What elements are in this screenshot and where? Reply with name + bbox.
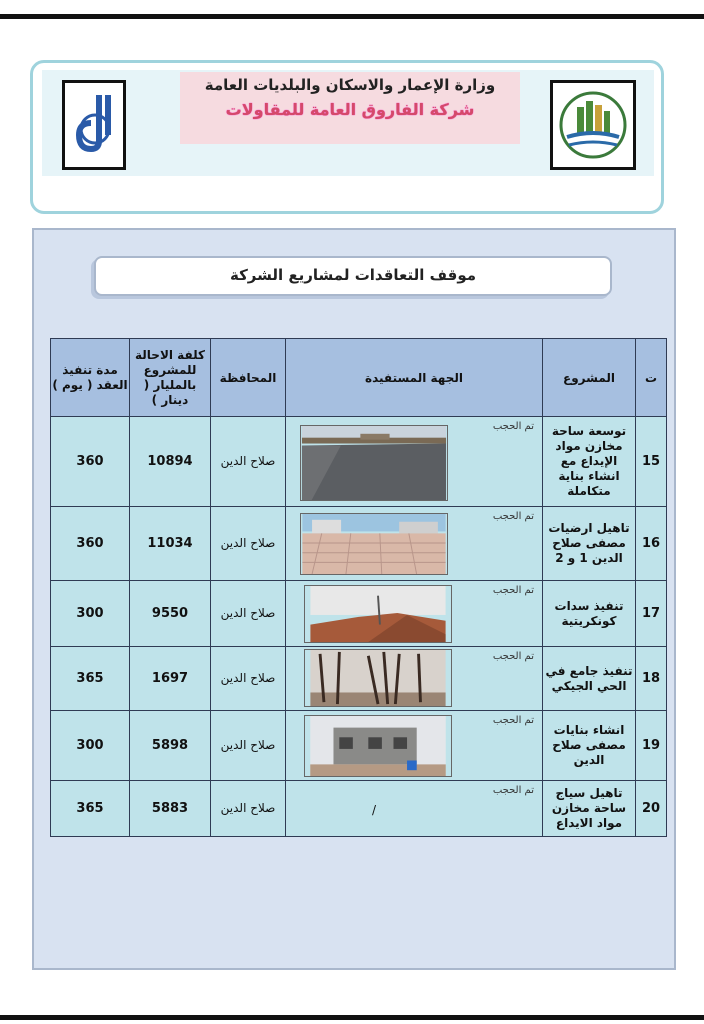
bottom-border-bar: [0, 1015, 704, 1020]
company-logo: [62, 80, 126, 170]
beneficiary-status: تم الحجب: [492, 785, 534, 796]
col-cost: كلفة الاحالة للمشروع بالمليار ( دينار ): [130, 339, 211, 417]
row-duration: 360: [51, 507, 130, 581]
row-seq: 18: [636, 647, 667, 711]
table-row: [51, 647, 667, 711]
beneficiary-status: تم الحجب: [492, 585, 534, 596]
table-row: [51, 581, 667, 647]
row-cost: 10894: [130, 417, 211, 507]
table-row: [51, 711, 667, 781]
table-row: [51, 507, 667, 581]
row-governorate: صلاح الدين: [211, 647, 286, 711]
row-project: توسعة ساحة مخازن مواد الإيداع مع انشاء بناية متكاملة: [543, 417, 636, 507]
row-duration: 360: [51, 417, 130, 507]
row-cost: 11034: [130, 507, 211, 581]
row-duration: 365: [51, 781, 130, 837]
beneficiary-status: تم الحجب: [492, 651, 534, 662]
beneficiary-status: تم الحجب: [492, 511, 534, 522]
beneficiary-status: تم الحجب: [492, 421, 534, 432]
row-duration: 300: [51, 581, 130, 647]
row-governorate: صلاح الدين: [211, 507, 286, 581]
no-image-mark: /: [372, 803, 377, 817]
ministry-emblem: [550, 80, 636, 170]
row-seq: 16: [636, 507, 667, 581]
row-governorate: صلاح الدين: [211, 711, 286, 781]
company-name: شركة الفاروق العامة للمقاولات: [225, 100, 475, 119]
row-beneficiary: [286, 711, 543, 781]
row-beneficiary: [286, 647, 543, 711]
row-project: انشاء بنايات مصفى صلاح الدين: [543, 711, 636, 781]
row-seq: 17: [636, 581, 667, 647]
beneficiary-status: تم الحجب: [492, 715, 534, 726]
col-duration: مدة تنفيذ العقد ( يوم ): [51, 339, 130, 417]
row-beneficiary: [286, 417, 543, 507]
ministry-name: وزارة الإعمار والاسكان والبلديات العامة: [204, 76, 496, 94]
table-row: [51, 781, 667, 837]
row-governorate: صلاح الدين: [211, 417, 286, 507]
steel-rebar-photo: [304, 649, 452, 707]
row-beneficiary: [286, 507, 543, 581]
row-governorate: صلاح الدين: [211, 581, 286, 647]
row-cost: 5898: [130, 711, 211, 781]
row-cost: 1697: [130, 647, 211, 711]
row-project: تنفيذ جامع في الحي الجيكي: [543, 647, 636, 711]
projects-table: [50, 338, 667, 837]
concrete-yard-photo: [300, 425, 448, 501]
row-seq: 20: [636, 781, 667, 837]
building-photo: [304, 715, 452, 777]
row-seq: 19: [636, 711, 667, 781]
row-beneficiary: [286, 781, 543, 837]
top-border-bar: [0, 14, 704, 19]
col-beneficiary: الجهة المستفيدة: [286, 339, 543, 417]
row-governorate: صلاح الدين: [211, 781, 286, 837]
row-duration: 300: [51, 711, 130, 781]
tiled-yard-photo: [300, 513, 448, 575]
row-cost: 5883: [130, 781, 211, 837]
table-header-row: [51, 339, 667, 417]
col-project: المشروع: [543, 339, 636, 417]
page-heading: موقف التعاقدات لمشاريع الشركة: [229, 266, 477, 284]
row-project: تاهيل سياج ساحة مخازن مواد الايداع: [543, 781, 636, 837]
row-project: تنفيذ سدات كونكريتية: [543, 581, 636, 647]
earthworks-photo: [304, 585, 452, 643]
col-governorate: المحافظة: [211, 339, 286, 417]
row-seq: 15: [636, 417, 667, 507]
row-project: تاهيل ارضيات مصفى صلاح الدين 1 و 2: [543, 507, 636, 581]
table-row: [51, 417, 667, 507]
row-beneficiary: [286, 581, 543, 647]
col-seq: ت: [636, 339, 667, 417]
row-duration: 365: [51, 647, 130, 711]
row-cost: 9550: [130, 581, 211, 647]
